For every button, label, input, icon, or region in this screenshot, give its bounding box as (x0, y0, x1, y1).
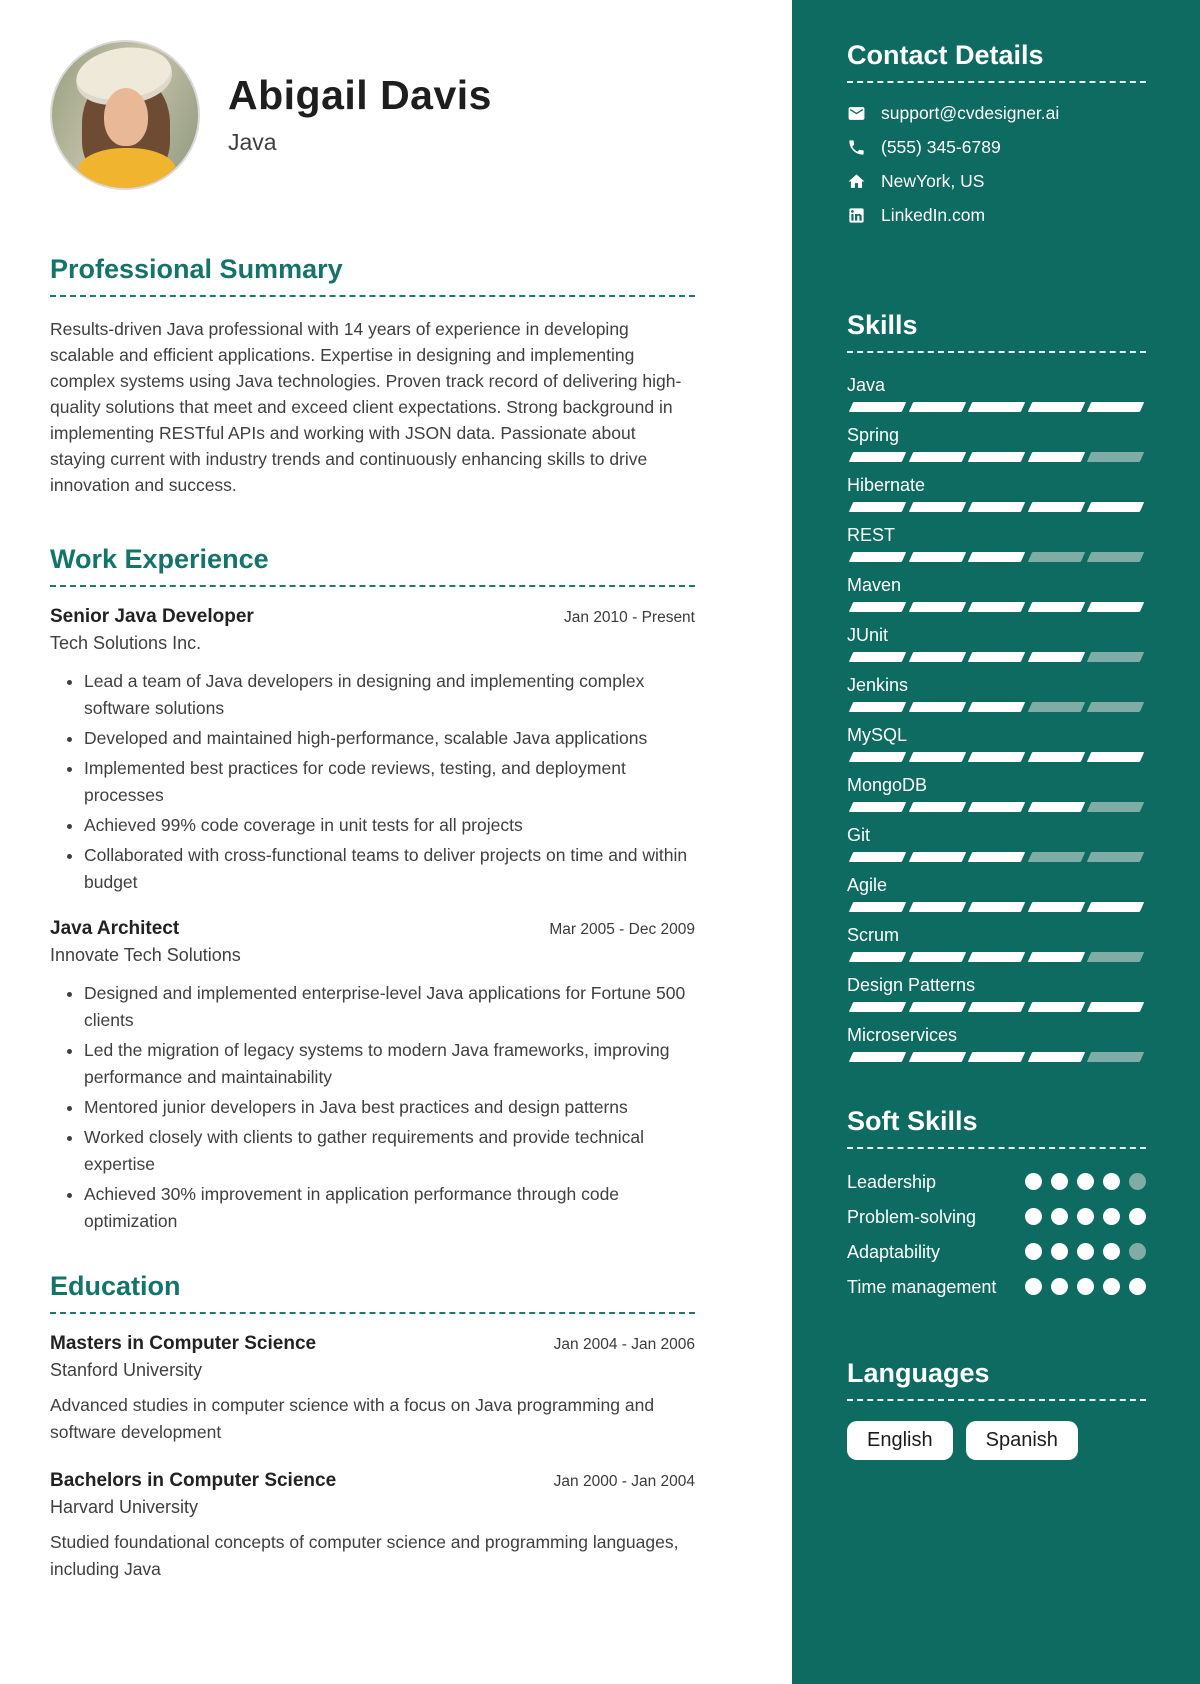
soft-skill-dot (1077, 1243, 1094, 1260)
summary-text: Results-driven Java professional with 14 years of experience in developing scalable and efficient applications. Expertise in designing and implementing complex systems using Java technologies. Proven track record of delivering high-quality solutions that meet and exceed client expectations. Strong background in implementing RESTful APIs and working with JSON data. Passionate about staying current with industry trends and continuously enhancing skills to drive innovation and success. (50, 319, 682, 495)
skill-bar-segment (1087, 502, 1144, 512)
skill-bar-segment (849, 402, 906, 412)
degree-school: Harvard University (50, 1497, 199, 1517)
skill-level-bar (847, 952, 1146, 962)
soft-skill-dots (1025, 1204, 1146, 1225)
skill-level-bar (847, 702, 1146, 712)
job-title: Senior Java Developer (50, 606, 254, 627)
skill-bar-segment (1028, 752, 1085, 762)
skill-bar-segment (968, 1002, 1025, 1012)
skill-bar-segment (968, 402, 1025, 412)
skill-name: Agile (847, 875, 888, 895)
language-chip: English (847, 1421, 953, 1460)
skill-level-bar (847, 1002, 1146, 1012)
skill-bar-segment (1087, 902, 1144, 912)
skill-bar-segment (908, 902, 965, 912)
skill-name: Git (847, 825, 871, 845)
contact-list (847, 103, 1146, 226)
skill-bar-segment (849, 702, 906, 712)
soft-skill-dot (1129, 1173, 1146, 1190)
skill-bar-segment (1087, 1002, 1144, 1012)
skill-bar-segment (849, 752, 906, 762)
contact-item (847, 205, 1146, 226)
skill-bar-segment (908, 1052, 965, 1062)
skill-item (847, 823, 1146, 862)
skill-bar-segment (908, 702, 965, 712)
section-divider (50, 295, 695, 297)
skill-level-bar (847, 502, 1146, 512)
skill-bar-segment (1087, 552, 1144, 562)
contact-text: NewYork, US (881, 171, 985, 191)
skill-bar-segment (1028, 852, 1085, 862)
skill-bar-segment (1087, 702, 1144, 712)
section-divider (50, 585, 695, 587)
soft-skills-section (847, 1106, 1146, 1300)
section-divider (847, 1147, 1146, 1149)
soft-skill-dot (1051, 1173, 1068, 1190)
soft-skill-dot (1051, 1243, 1068, 1260)
skill-item (847, 973, 1146, 1012)
skill-bar-segment (968, 452, 1025, 462)
skill-bar-segment (1087, 652, 1144, 662)
contact-text: LinkedIn.com (881, 205, 986, 225)
job-title: Java Architect (50, 918, 180, 939)
job-company: Tech Solutions Inc. (50, 633, 202, 653)
soft-skill-dots (1025, 1274, 1146, 1295)
job-dates: Mar 2005 - Dec 2009 (549, 921, 695, 938)
skill-bar-segment (1087, 452, 1144, 462)
skill-item (847, 523, 1146, 562)
email-icon (847, 104, 866, 123)
skill-bar-segment (849, 902, 906, 912)
soft-skill-dots (1025, 1169, 1146, 1190)
skill-bar-segment (1028, 802, 1085, 812)
home-icon (847, 172, 866, 191)
degree-title: Bachelors in Computer Science (50, 1470, 337, 1491)
contact-text: support@cvdesigner.ai (881, 103, 1060, 123)
soft-skill-dot (1129, 1208, 1146, 1225)
section-divider (50, 1312, 695, 1314)
job-bullet: • Designed and implemented enterprise-level Java applications for Fortune 500 clients (84, 980, 695, 1034)
skill-bar-segment (1087, 1052, 1144, 1062)
skill-bar-segment (849, 1002, 906, 1012)
job-bullet: • Collaborated with cross-functional teams to deliver projects on time and within budget (84, 842, 695, 896)
skill-bar-segment (1028, 502, 1085, 512)
skill-bar-segment (908, 502, 965, 512)
job-bullet: • Lead a team of Java developers in designing and implementing complex software solutions (84, 668, 695, 722)
skill-bar-segment (908, 852, 965, 862)
skill-bar-segment (908, 802, 965, 812)
sidebar (792, 0, 1200, 1684)
job-list (50, 606, 695, 1235)
contact-text: (555) 345-6789 (881, 137, 1001, 157)
skill-item (847, 623, 1146, 662)
soft-skill-dot (1051, 1278, 1068, 1295)
skill-name: Spring (847, 425, 900, 445)
contact-item (847, 171, 1146, 192)
skill-level-bar (847, 802, 1146, 812)
soft-skill-name: Time management (847, 1277, 997, 1297)
main-content (50, 40, 695, 1583)
degree-title: Masters in Computer Science (50, 1333, 317, 1354)
skill-item (847, 673, 1146, 712)
skill-item (847, 373, 1146, 412)
skill-bar-segment (968, 752, 1025, 762)
soft-skill-item (847, 1274, 1146, 1300)
degree-entry (50, 1470, 695, 1583)
job-head (50, 606, 695, 628)
soft-skill-dot (1077, 1173, 1094, 1190)
skill-item (847, 423, 1146, 462)
language-list (847, 1421, 1146, 1460)
candidate-name: Abigail Davis (228, 72, 492, 118)
soft-skill-dot (1025, 1278, 1042, 1295)
skill-bar-segment (1028, 1052, 1085, 1062)
skill-bar-segment (849, 502, 906, 512)
job-bullet: • Developed and maintained high-performance, scalable Java applications (84, 725, 695, 752)
skill-item (847, 573, 1146, 612)
linkedin-icon (847, 206, 866, 225)
contact-item (847, 137, 1146, 158)
skill-bar-segment (908, 652, 965, 662)
soft-skill-dot (1103, 1173, 1120, 1190)
contact-section (847, 40, 1146, 226)
face-shape (104, 88, 148, 146)
profile-photo (50, 40, 200, 190)
job-bullet: • Mentored junior developers in Java best practices and design patterns (84, 1094, 695, 1121)
degree-head (50, 1470, 695, 1492)
job-bullet: • Achieved 99% code coverage in unit tests for all projects (84, 812, 695, 839)
skill-bar-segment (849, 602, 906, 612)
skill-bar-segment (1028, 902, 1085, 912)
job-bullets (50, 980, 695, 1235)
languages-section (847, 1358, 1146, 1460)
skill-name: Hibernate (847, 475, 926, 495)
skill-bar-segment (1087, 802, 1144, 812)
skill-item (847, 923, 1146, 962)
header (50, 40, 695, 190)
language-chip: Spanish (966, 1421, 1078, 1460)
skill-bar-segment (968, 952, 1025, 962)
soft-skill-dot (1129, 1278, 1146, 1295)
candidate-title: Java (228, 129, 277, 155)
soft-skill-dot (1077, 1208, 1094, 1225)
skill-name: Design Patterns (847, 975, 976, 995)
contact-heading: Contact Details (847, 40, 1044, 70)
skill-bar-segment (968, 602, 1025, 612)
skills-heading: Skills (847, 310, 918, 340)
soft-skill-dot (1051, 1208, 1068, 1225)
experience-section (50, 544, 695, 1235)
skill-bar-segment (849, 802, 906, 812)
skill-bar-segment (1028, 652, 1085, 662)
soft-skill-item (847, 1169, 1146, 1195)
skill-bar-segment (1028, 952, 1085, 962)
degree-dates: Jan 2004 - Jan 2006 (553, 1336, 695, 1353)
skill-bar-segment (1028, 1002, 1085, 1012)
degree-dates: Jan 2000 - Jan 2004 (553, 1473, 695, 1490)
section-divider (847, 1399, 1146, 1401)
skill-bar-segment (849, 952, 906, 962)
skill-bar-segment (908, 452, 965, 462)
skill-bar-segment (968, 552, 1025, 562)
soft-skill-dot (1077, 1278, 1094, 1295)
soft-skills-list (847, 1169, 1146, 1300)
job-dates: Jan 2010 - Present (564, 609, 695, 626)
skill-bar-segment (1087, 752, 1144, 762)
skill-level-bar (847, 602, 1146, 612)
skill-name: MySQL (847, 725, 908, 745)
skill-item (847, 773, 1146, 812)
skill-bar-segment (849, 652, 906, 662)
skill-bar-segment (1028, 602, 1085, 612)
soft-skill-dot (1129, 1243, 1146, 1260)
skill-level-bar (847, 402, 1146, 412)
skill-name: Java (847, 375, 886, 395)
skill-level-bar (847, 752, 1146, 762)
skill-bar-segment (1028, 452, 1085, 462)
skill-bar-segment (1087, 852, 1144, 862)
soft-skill-name: Leadership (847, 1172, 937, 1192)
soft-skill-dot (1103, 1278, 1120, 1295)
skill-bar-segment (849, 1052, 906, 1062)
degree-description: Advanced studies in computer science with a focus on Java programming and software development (50, 1395, 655, 1442)
skill-name: Jenkins (847, 675, 909, 695)
summary-section (50, 254, 695, 498)
soft-skill-item (847, 1204, 1146, 1230)
summary-heading: Professional Summary (50, 254, 343, 284)
education-heading: Education (50, 1271, 181, 1301)
skill-name: MongoDB (847, 775, 928, 795)
experience-heading: Work Experience (50, 544, 269, 574)
header-text (228, 40, 492, 156)
degree-description: Studied foundational concepts of computer science and programming languages, including Java (50, 1532, 679, 1579)
soft-skill-dot (1103, 1208, 1120, 1225)
skill-bar-segment (908, 752, 965, 762)
skill-bar-segment (908, 552, 965, 562)
skill-bar-segment (849, 452, 906, 462)
soft-skill-name: Problem-solving (847, 1207, 977, 1227)
skill-bar-segment (908, 402, 965, 412)
skill-bar-segment (968, 852, 1025, 862)
job-bullet: • Implemented best practices for code reviews, testing, and deployment processes (84, 755, 695, 809)
job-bullet: • Worked closely with clients to gather requirements and provide technical expertise (84, 1124, 695, 1178)
job-entry (50, 606, 695, 896)
degree-head (50, 1333, 695, 1355)
skill-level-bar (847, 902, 1146, 912)
skill-bar-segment (968, 1052, 1025, 1062)
skill-level-bar (847, 852, 1146, 862)
skill-bar-segment (968, 502, 1025, 512)
skill-item (847, 723, 1146, 762)
soft-skill-dot (1025, 1173, 1042, 1190)
soft-skill-item (847, 1239, 1146, 1265)
job-bullet: • Achieved 30% improvement in application performance through code optimization (84, 1181, 695, 1235)
skill-bar-segment (968, 702, 1025, 712)
skill-item (847, 473, 1146, 512)
skill-bar-segment (908, 1002, 965, 1012)
skill-bar-segment (849, 852, 906, 862)
soft-skill-dot (1025, 1208, 1042, 1225)
skills-list (847, 373, 1146, 1062)
soft-skill-dots (1025, 1239, 1146, 1260)
job-head (50, 918, 695, 940)
soft-skills-heading: Soft Skills (847, 1106, 978, 1136)
soft-skill-dot (1025, 1243, 1042, 1260)
job-bullet: • Led the migration of legacy systems to modern Java frameworks, improving performance and maintainability (84, 1037, 695, 1091)
skill-name: REST (847, 525, 896, 545)
skill-bar-segment (849, 552, 906, 562)
languages-heading: Languages (847, 1358, 990, 1388)
skill-level-bar (847, 1052, 1146, 1062)
soft-skill-name: Adaptability (847, 1242, 941, 1262)
contact-item (847, 103, 1146, 124)
job-entry (50, 918, 695, 1235)
skill-bar-segment (1028, 702, 1085, 712)
phone-icon (847, 138, 866, 157)
skills-section (847, 310, 1146, 1062)
degree-entry (50, 1333, 695, 1446)
skill-bar-segment (1087, 602, 1144, 612)
skill-level-bar (847, 552, 1146, 562)
shirt-shape (78, 148, 176, 190)
job-company: Innovate Tech Solutions (50, 945, 241, 965)
degree-school: Stanford University (50, 1360, 203, 1380)
soft-skill-dot (1103, 1243, 1120, 1260)
skill-name: Microservices (847, 1025, 958, 1045)
skill-item (847, 873, 1146, 912)
section-divider (847, 81, 1146, 83)
skill-bar-segment (1028, 552, 1085, 562)
skill-bar-segment (1087, 402, 1144, 412)
skill-item (847, 1023, 1146, 1062)
skill-level-bar (847, 652, 1146, 662)
skill-bar-segment (968, 902, 1025, 912)
section-divider (847, 351, 1146, 353)
skill-bar-segment (968, 652, 1025, 662)
skill-level-bar (847, 452, 1146, 462)
education-section (50, 1271, 695, 1583)
skill-name: Scrum (847, 925, 900, 945)
skill-name: JUnit (847, 625, 889, 645)
skill-name: Maven (847, 575, 902, 595)
skill-bar-segment (1087, 952, 1144, 962)
job-bullets (50, 668, 695, 896)
degree-list (50, 1333, 695, 1583)
skill-bar-segment (1028, 402, 1085, 412)
skill-bar-segment (908, 602, 965, 612)
skill-bar-segment (908, 952, 965, 962)
skill-bar-segment (968, 802, 1025, 812)
